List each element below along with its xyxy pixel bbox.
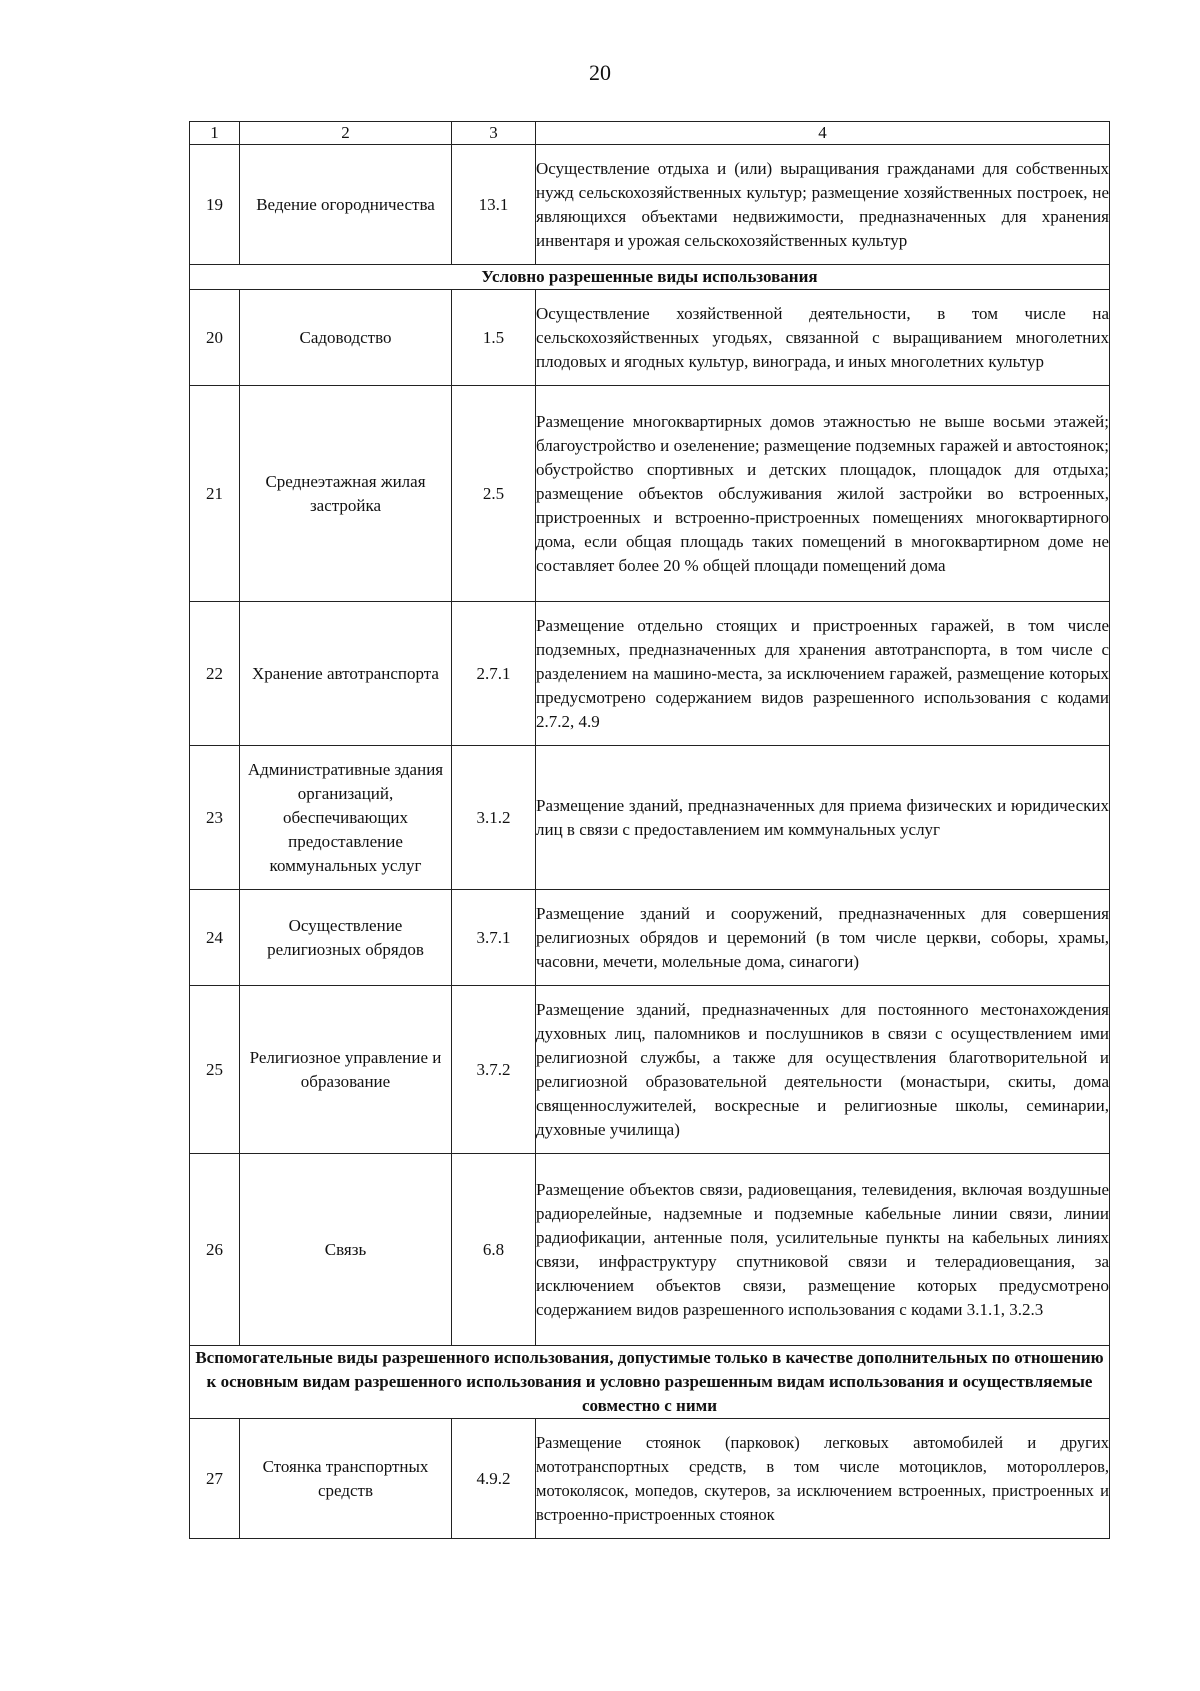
section-conditional-title: Условно разрешенные виды использования — [190, 265, 1110, 290]
use-type-name: Среднеэтажная жилая застройка — [240, 386, 452, 602]
use-type-name: Осуществление религиозных обрядов — [240, 890, 452, 986]
use-type-description: Размещение зданий и сооружений, предназначенных для совершения религиозных обрядов и церемоний (в том числе церкви, соборы, храмы, часовни, мечети, молельные дома, синагоги) — [536, 890, 1110, 986]
row-number: 19 — [190, 145, 240, 265]
section-auxiliary-title: Вспомогательные виды разрешенного использования, допустимые только в качестве дополнительных по отношению к основным видам разрешенного использования и условно разрешенным видам использования и осуществляемые совместно с ними — [190, 1346, 1110, 1419]
table-header-row — [190, 122, 1110, 145]
use-type-name: Религиозное управление и образование — [240, 986, 452, 1154]
use-type-name: Стоянка транспортных средств — [240, 1419, 452, 1539]
use-type-description: Размещение стоянок (парковок) легковых автомобилей и других мототранспортных средств, в том числе мотоциклов, мотороллеров, мотоколясок, мопедов, скутеров, за исключением встроенных, пристроенных и встроенно-пристроенных стоянок — [536, 1419, 1110, 1539]
use-type-code: 3.1.2 — [452, 746, 536, 890]
row-number: 23 — [190, 746, 240, 890]
use-type-name: Садоводство — [240, 290, 452, 386]
row-number: 25 — [190, 986, 240, 1154]
row-number: 20 — [190, 290, 240, 386]
column-header-4: 4 — [536, 122, 1110, 145]
use-type-code: 4.9.2 — [452, 1419, 536, 1539]
use-type-name: Ведение огородничества — [240, 145, 452, 265]
use-type-code: 13.1 — [452, 145, 536, 265]
row-number: 24 — [190, 890, 240, 986]
row-number: 22 — [190, 602, 240, 746]
column-header-2: 2 — [240, 122, 452, 145]
table-row — [190, 986, 1110, 1154]
table-row — [190, 1154, 1110, 1346]
section-header-row — [190, 265, 1110, 290]
use-type-description: Осуществление хозяйственной деятельности, в том числе на сельскохозяйственных угодьях, связанной с выращиванием многолетних плодовых и ягодных культур, винограда, и иных многолетних культур — [536, 290, 1110, 386]
row-number: 21 — [190, 386, 240, 602]
use-type-name: Хранение автотранспорта — [240, 602, 452, 746]
use-type-code: 1.5 — [452, 290, 536, 386]
use-type-code: 2.5 — [452, 386, 536, 602]
table-row — [190, 290, 1110, 386]
land-use-table — [189, 121, 1110, 1539]
use-type-description: Размещение зданий, предназначенных для приема физических и юридических лиц в связи с предоставлением им коммунальных услуг — [536, 746, 1110, 890]
page-number: 20 — [589, 60, 611, 85]
table-row — [190, 746, 1110, 890]
use-type-name: Связь — [240, 1154, 452, 1346]
row-number: 26 — [190, 1154, 240, 1346]
use-type-code: 6.8 — [452, 1154, 536, 1346]
table-row — [190, 386, 1110, 602]
row-number: 27 — [190, 1419, 240, 1539]
use-type-description: Осуществление отдыха и (или) выращивания гражданами для собственных нужд сельскохозяйственных культур; размещение хозяйственных построек, не являющихся объектами недвижимости, предназначенных для хранения инвентаря и урожая сельскохозяйственных культур — [536, 145, 1110, 265]
use-type-code: 3.7.2 — [452, 986, 536, 1154]
use-type-code: 3.7.1 — [452, 890, 536, 986]
table-row — [190, 145, 1110, 265]
column-header-3: 3 — [452, 122, 536, 145]
use-type-description: Размещение объектов связи, радиовещания, телевидения, включая воздушные радиорелейные, надземные и подземные кабельные линии связи, линии радиофикации, антенные поля, усилительные пункты на кабельных линиях связи, инфраструктуру спутниковой связи и телерадиовещания, за исключением объектов связи, размещение которых предусмотрено содержанием видов разрешенного использования с кодами 3.1.1, 3.2.3 — [536, 1154, 1110, 1346]
use-type-description: Размещение зданий, предназначенных для постоянного местонахождения духовных лиц, паломников и послушников в связи с осуществлением ими религиозной службы, а также для осуществления благотворительной и религиозной образовательной деятельности (монастыри, скиты, дома священнослужителей, воскресные и религиозные школы, семинарии, духовные училища) — [536, 986, 1110, 1154]
use-type-description: Размещение отдельно стоящих и пристроенных гаражей, в том числе подземных, предназначенных для хранения автотранспорта, в том числе с разделением на машино-места, за исключением гаражей, размещение которых предусмотрено содержанием видов разрешенного использования с кодами 2.7.2, 4.9 — [536, 602, 1110, 746]
use-type-code: 2.7.1 — [452, 602, 536, 746]
table-row — [190, 602, 1110, 746]
table-row — [190, 890, 1110, 986]
column-header-1: 1 — [190, 122, 240, 145]
use-type-name: Административные здания организаций, обеспечивающих предоставление коммунальных услуг — [240, 746, 452, 890]
use-type-description: Размещение многоквартирных домов этажностью не выше восьми этажей; благоустройство и озеленение; размещение подземных гаражей и автостоянок; обустройство спортивных и детских площадок, площадок для отдыха; размещение объектов обслуживания жилой застройки во встроенных, пристроенных и встроенно-пристроенных помещениях многоквартирного дома, если общая площадь таких помещений в многоквартирном доме не составляет более 20 % общей площади помещений дома — [536, 386, 1110, 602]
table-row — [190, 1419, 1110, 1539]
section-header-row — [190, 1346, 1110, 1419]
